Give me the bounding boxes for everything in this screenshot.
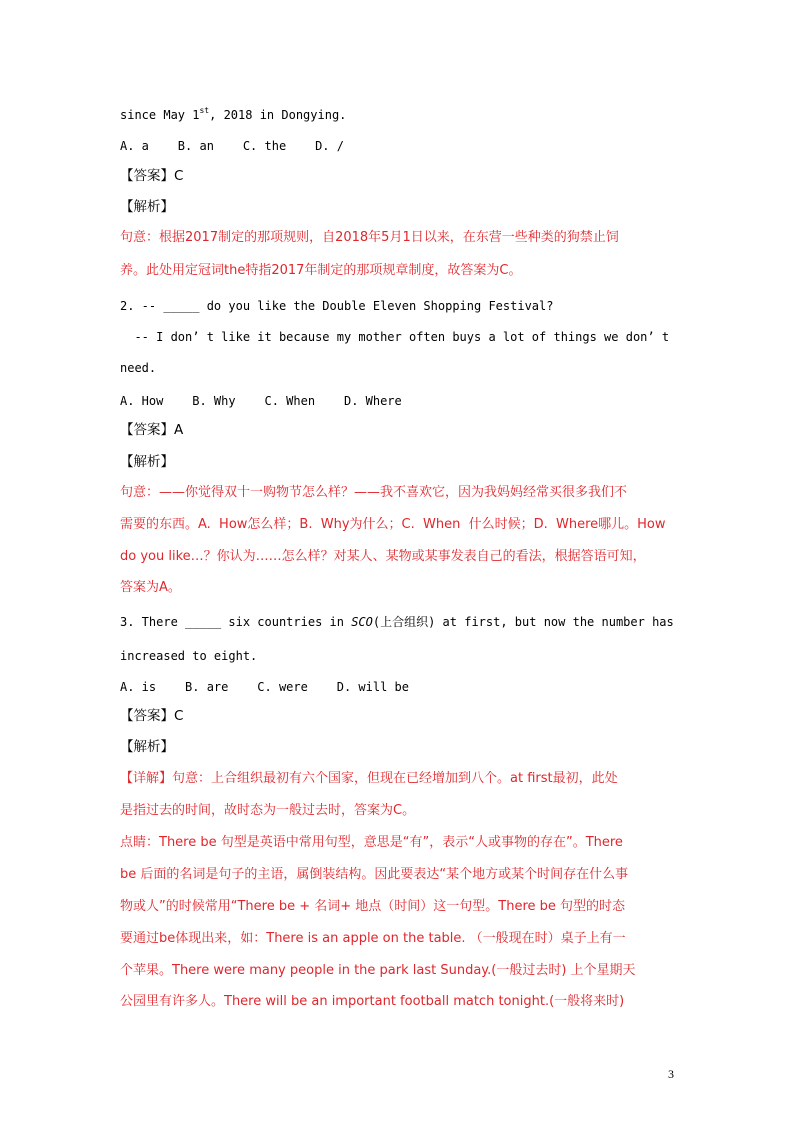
q2-explanation-line3: do you like…？你认为……怎么样？对某人、某物或某事发表自己的看法，根据答语可知， <box>120 549 646 564</box>
q2-stem: 2. -- _____ do you like the Double Eleven Shopping Festival? <box>120 299 554 313</box>
q3-stem-text-a: 3. There _____ six countries in <box>120 615 352 629</box>
page-number: 3 <box>668 1067 674 1081</box>
q1-stem-text-a: since May 1 <box>120 108 200 122</box>
q1-stem-superscript: st <box>199 106 210 115</box>
q2-analysis-label: 【解析】 <box>120 454 174 470</box>
q1-explanation-line1: 句意：根据2017制定的那项规则，自2018年5月1日以来，在东营一些种类的狗禁止饲 <box>120 230 619 245</box>
q3-stem-line1 <box>120 613 674 631</box>
q3-explanation-line8: 公园里有许多人。There will be an important football match tonight.(一般将来时) <box>120 994 625 1009</box>
q1-stem-text-b: , 2018 in Dongying. <box>209 108 347 122</box>
q3-answer: 【答案】C <box>120 708 184 724</box>
q3-explanation-line7: 个苹果。There were many people in the park last Sunday.(一般过去时) 上个星期天 <box>120 963 636 978</box>
q3-explanation-line3: 点睛：There be 句型是英语中常用句型，意思是“有”，表示“人或事物的存在”。There <box>120 835 623 850</box>
q2-explanation-line1: 句意：——你觉得双十一购物节怎么样？——我不喜欢它，因为我妈妈经常买很多我们不 <box>120 485 628 500</box>
q3-explanation-line2: 是指过去的时间，故时态为一般过去时，答案为C。 <box>120 803 416 818</box>
q3-explanation-line4: be 后面的名词是句子的主语，属倒装结构。因此要表达“某个地方或某个时间存在什么事 <box>120 867 629 882</box>
q3-explanation-line6: 要通过be体现出来，如：There is an apple on the table. （一般现在时）桌子上有一 <box>120 931 626 946</box>
q3-explanation-line1: 【详解】句意：上合组织最初有六个国家，但现在已经增加到八个。at first最初，此处 <box>120 771 618 786</box>
q2-reply-line1: -- I don’ t like it because my mother often buys a lot of things we don’ t <box>120 330 670 344</box>
q3-explanation-line5: 物或人”的时候常用“There be + 名词+ 地点（时间）这一句型。There be 句型的时态 <box>120 899 626 914</box>
q1-analysis-label: 【解析】 <box>120 199 174 215</box>
q2-explanation-line4: 答案为A。 <box>120 580 181 595</box>
q1-options: A. a B. an C. the D. / <box>120 139 344 153</box>
q1-answer: 【答案】C <box>120 168 184 184</box>
q2-answer: 【答案】A <box>120 422 184 438</box>
q3-stem-text-b: (上合组织) at first, but now the number has <box>372 615 674 629</box>
q3-analysis-label: 【解析】 <box>120 739 174 755</box>
q3-options: A. is B. are C. were D. will be <box>120 680 409 694</box>
q2-options: A. How B. Why C. When D. Where <box>120 394 402 408</box>
q2-reply-line2: need. <box>120 361 157 375</box>
q1-explanation-line2: 养。此处用定冠词the特指2017年制定的那项规章制度，故答案为C。 <box>120 263 522 278</box>
q3-stem-sco: SCO <box>351 615 373 629</box>
q1-stem-tail <box>120 106 346 124</box>
q3-stem-line2: increased to eight. <box>120 649 258 663</box>
q2-explanation-line2: 需要的东西。A. How怎么样；B. Why为什么；C. When 什么时候；D. Where哪儿。How <box>120 517 666 532</box>
